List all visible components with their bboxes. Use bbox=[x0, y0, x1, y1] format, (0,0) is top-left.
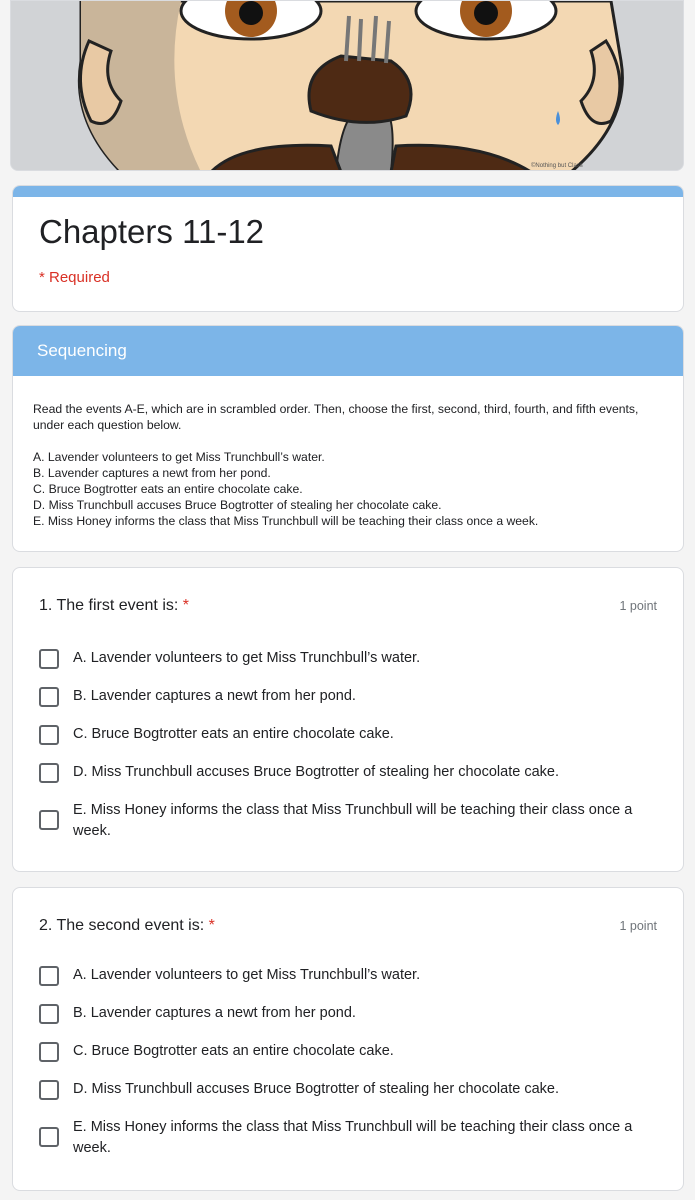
checkbox-option-d[interactable] bbox=[39, 762, 663, 800]
question-title: 1. The first event is: bbox=[39, 597, 179, 614]
banner-watermark: ©Nothing but Class bbox=[531, 163, 583, 169]
section-instructions: Read the events A-E, which are in scrambled order. Then, choose the first, second, third, fourth, and fifth events, under each question below. bbox=[33, 402, 639, 432]
accent-band bbox=[13, 186, 683, 197]
checkbox[interactable] bbox=[39, 966, 59, 986]
event-item: B. Lavender captures a newt from her pond. bbox=[33, 466, 271, 480]
question-title: 2. The second event is: bbox=[39, 917, 205, 934]
event-item: D. Miss Trunchbull accuses Bruce Bogtrotter of stealing her chocolate cake. bbox=[33, 498, 442, 512]
option-label: A. Lavender volunteers to get Miss Trunchbull’s water. bbox=[73, 650, 421, 666]
event-item: C. Bruce Bogtrotter eats an entire chocolate cake. bbox=[33, 482, 303, 496]
option-label: C. Bruce Bogtrotter eats an entire chocolate cake. bbox=[73, 1043, 394, 1059]
option-label: B. Lavender captures a newt from her pond. bbox=[73, 1005, 356, 1021]
form-title-card bbox=[12, 185, 684, 312]
form-title: Chapters 11-12 bbox=[39, 213, 265, 250]
option-label: E. Miss Honey informs the class that Miss Trunchbull will be teaching their class once a week. bbox=[73, 802, 633, 839]
checkbox[interactable] bbox=[39, 1004, 59, 1024]
header-banner-image bbox=[10, 0, 684, 171]
checkbox[interactable] bbox=[39, 810, 59, 830]
required-asterisk: * bbox=[208, 917, 215, 934]
checkbox-option-e[interactable] bbox=[39, 800, 663, 850]
required-asterisk: * bbox=[182, 597, 190, 614]
event-item: A. Lavender volunteers to get Miss Trunchbull’s water. bbox=[33, 450, 325, 464]
checkbox-option-a[interactable] bbox=[39, 965, 663, 1003]
option-label: D. Miss Trunchbull accuses Bruce Bogtrotter of stealing her chocolate cake. bbox=[73, 1081, 559, 1097]
checkbox-option-b[interactable] bbox=[39, 686, 663, 724]
checkbox[interactable] bbox=[39, 1042, 59, 1062]
checkbox-option-d[interactable] bbox=[39, 1079, 663, 1117]
checkbox[interactable] bbox=[39, 763, 59, 783]
event-item: E. Miss Honey informs the class that Miss Trunchbull will be teaching their class once a week. bbox=[33, 514, 539, 528]
option-label: C. Bruce Bogtrotter eats an entire chocolate cake. bbox=[73, 726, 394, 742]
question-card-2 bbox=[12, 887, 684, 1191]
checkbox[interactable] bbox=[39, 1127, 59, 1147]
checkbox-option-b[interactable] bbox=[39, 1003, 663, 1041]
section-card bbox=[12, 325, 684, 552]
option-label: E. Miss Honey informs the class that Miss Trunchbull will be teaching their class once a week. bbox=[73, 1119, 633, 1156]
checkbox[interactable] bbox=[39, 687, 59, 707]
option-label: D. Miss Trunchbull accuses Bruce Bogtrotter of stealing her chocolate cake. bbox=[73, 764, 559, 780]
checkbox-option-c[interactable] bbox=[39, 1041, 663, 1079]
checkbox-option-a[interactable] bbox=[39, 648, 663, 686]
question-points: 1 point bbox=[619, 919, 657, 933]
checkbox[interactable] bbox=[39, 649, 59, 669]
section-title: Sequencing bbox=[13, 326, 683, 376]
checkbox[interactable] bbox=[39, 1080, 59, 1100]
checkbox[interactable] bbox=[39, 725, 59, 745]
option-label: A. Lavender volunteers to get Miss Trunchbull’s water. bbox=[73, 967, 421, 983]
question-card-1 bbox=[12, 567, 684, 872]
required-note: * Required bbox=[39, 269, 110, 286]
checkbox-option-c[interactable] bbox=[39, 724, 663, 762]
checkbox-option-e[interactable] bbox=[39, 1117, 663, 1167]
question-points: 1 point bbox=[619, 599, 657, 613]
option-label: B. Lavender captures a newt from her pond. bbox=[73, 688, 356, 704]
